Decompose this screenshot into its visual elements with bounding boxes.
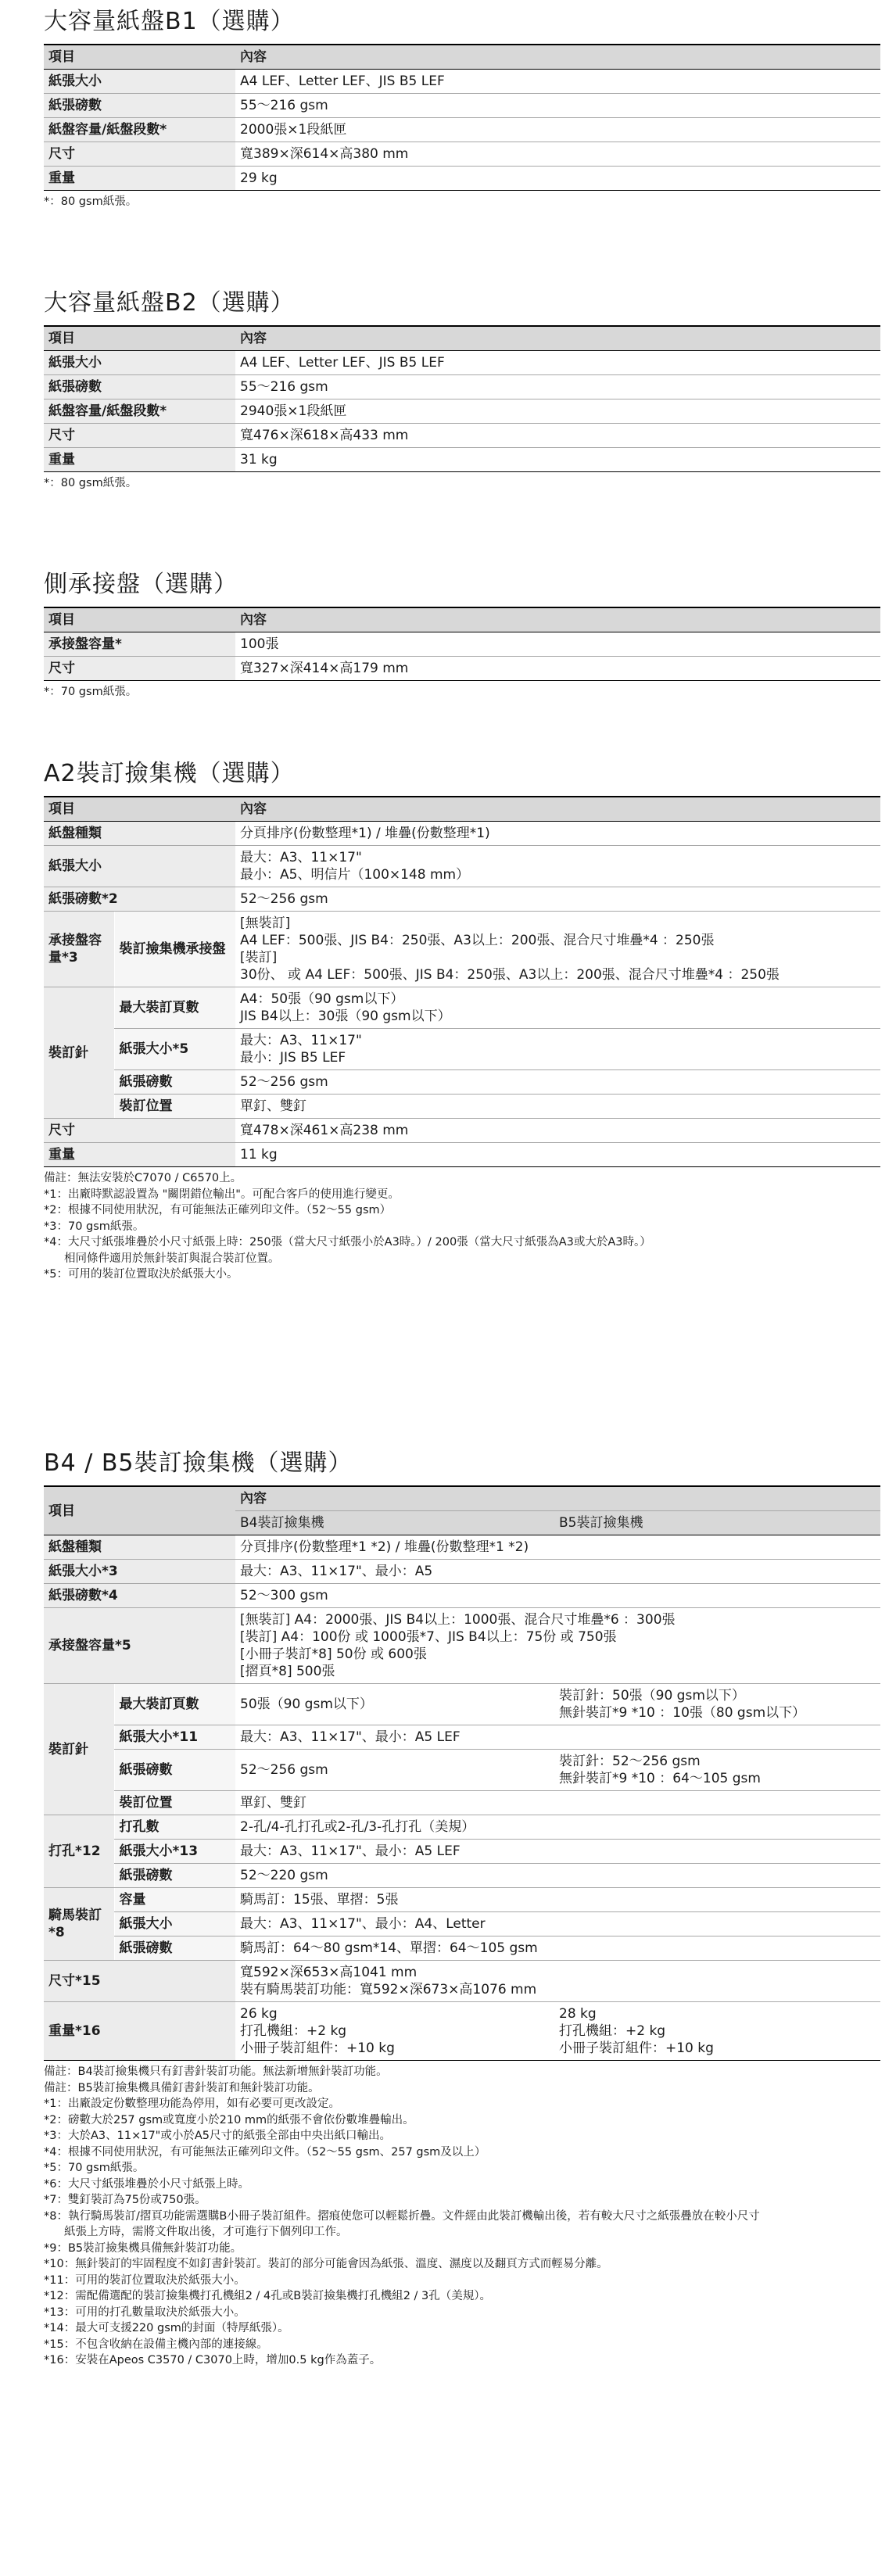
row-value: 52～256 gsm [235,887,880,912]
row-label: 裝訂針 [44,1684,114,1815]
footnote: *15：不包含收納在設備主機內部的連接線。 [44,2338,268,2351]
row-value-b4: 26 kg 打孔機組：+2 kg 小冊子裝訂組件：+10 kg [235,2002,554,2061]
row-value-b5: 裝訂針：52～256 gsm 無針裝訂*9 *10 ：64～105 gsm [554,1750,880,1791]
header-item: 項目 [44,1487,235,1535]
section-a2-finisher [44,758,880,1283]
footnote: *3：大於A3、11×17"或小於A5尺寸的紙張全部由中央出紙口輸出。 [44,2130,391,2142]
row-sublabel: 裝訂位置 [114,1095,235,1119]
row-label: 打孔*12 [44,1815,114,1888]
section-title: A2裝訂撿集機（選購） [44,758,880,797]
row-value: 寬327×深414×高179 mm [235,657,880,681]
row-label: 紙張磅數 [44,94,235,118]
header-item: 項目 [44,797,235,822]
spec-table [44,1487,880,2061]
spec-table [44,608,880,681]
row-value: 最大：A3、11×17"、最小：A5 LEF [235,1725,880,1750]
row-value: 最大：A3、11×17" 最小：JIS B5 LEF [235,1029,880,1070]
row-value: 最大：A3、11×17"、最小：A5 [235,1560,880,1584]
footnote: *14：最大可支援220 gsm的封面（特厚紙張）。 [44,2322,289,2334]
footnote: *：80 gsm紙張。 [44,195,138,208]
row-sublabel: 紙張大小 [114,1912,235,1936]
row-value: 52～256 gsm [235,1070,880,1095]
footnote: *6：大尺寸紙張堆疊於小尺寸紙張上時。 [44,2177,249,2191]
row-value-b4: 50張（90 gsm以下） [235,1684,554,1725]
row-label: 紙盤容量/紙盤段數* [44,118,235,142]
footnote: *2：根據不同使用狀況，有可能無法正確列印文件。（52～55 gsm） [44,1204,392,1216]
section-b4-b5-finisher [44,1448,880,2369]
header-content: 內容 [235,327,880,351]
row-label: 尺寸 [44,142,235,167]
row-sublabel: 紙張磅數 [114,1864,235,1888]
row-value: A4 LEF、Letter LEF、JIS B5 LEF [235,351,880,375]
footnote: *7：雙釘裝訂為75份或750張。 [44,2194,206,2206]
header-item: 項目 [44,608,235,632]
row-value-b5: 28 kg 打孔機組：+2 kg 小冊子裝訂組件：+10 kg [554,2002,880,2061]
row-value: 分頁排序(份數整理*1) / 堆疊(份數整理*1) [235,822,880,846]
row-value: 52～300 gsm [235,1584,880,1608]
row-sublabel: 紙張磅數 [114,1936,235,1961]
row-label: 紙盤容量/紙盤段數* [44,399,235,424]
row-label: 尺寸*15 [44,1961,235,2002]
footnote: 備註：B4裝訂撿集機只有釘書針裝訂功能。無法新增無針裝訂功能。 [44,2065,388,2078]
row-value: 單釘、雙釘 [235,1791,880,1815]
row-label: 尺寸 [44,1119,235,1143]
spec-table [44,45,880,191]
row-value: 寬476×深618×高433 mm [235,424,880,448]
row-sublabel: 容量 [114,1888,235,1912]
row-value-b5: 裝訂針：50張（90 gsm以下） 無針裝訂*9 *10 ：10張（80 gsm以下） [554,1684,880,1725]
header-content: 內容 [235,1487,880,1511]
row-label: 紙盤種類 [44,1535,235,1560]
footnote: *10：無針裝訂的牢固程度不如釘書針裝訂。裝訂的部分可能會因為紙張、溫度、濕度以及翻頁方式而輕易分離。 [44,2258,608,2270]
footnote: *8：執行騎馬裝訂/摺頁功能需選購B小冊子裝訂組件。摺痕使您可以輕鬆折疊。文件經由此裝訂機輸出後，若有較大尺寸之紙張疊放在較小尺寸 [44,2209,760,2223]
row-label: 尺寸 [44,657,235,681]
footnote: *5：可用的裝訂位置取決於紙張大小。 [44,1268,238,1281]
row-label: 裝訂針 [44,987,114,1119]
row-label: 紙張磅數*2 [44,887,235,912]
row-label: 紙張大小 [44,70,235,94]
footnote: *：70 gsm紙張。 [44,686,138,698]
footnote: *11：可用的裝訂位置取決於紙張大小。 [44,2273,246,2287]
row-label: 紙張磅數*4 [44,1584,235,1608]
row-value: 52～220 gsm [235,1864,880,1888]
row-sublabel: 紙張大小*11 [114,1725,235,1750]
section-large-tray-b1 [44,6,880,210]
footnote: *9：B5裝訂撿集機具備無針裝訂功能。 [44,2241,242,2255]
row-sublabel: 打孔數 [114,1815,235,1840]
row-label: 紙盤種類 [44,822,235,846]
row-value: 分頁排序(份數整理*1 *2) / 堆疊(份數整理*1 *2) [235,1535,880,1560]
header-content: 內容 [235,45,880,70]
row-value: 騎馬訂：64～80 gsm*14、單摺：64～105 gsm [235,1936,880,1961]
row-value: [無裝訂] A4 LEF：500張、JIS B4：250張、A3以上：200張、混合尺寸堆疊*4 ：250張 [裝訂] 30份、 或 A4 LEF：500張、JIS B4：250張、A3以上：200張、混合尺寸堆疊*4 ：250張 [235,912,880,987]
footnotes [44,2064,880,2369]
footnote: *12：需配備選配的裝訂撿集機打孔機組2 / 4孔或B裝訂撿集機打孔機組2 / 3孔（美規）。 [44,2290,492,2302]
row-label: 重量 [44,167,235,191]
row-value: A4 LEF、Letter LEF、JIS B5 LEF [235,70,880,94]
row-sublabel: 紙張大小*13 [114,1840,235,1864]
footnote: *13：可用的打孔數量取決於紙張大小。 [44,2306,246,2319]
row-label: 紙張大小 [44,846,235,887]
row-label: 重量*16 [44,2002,235,2061]
row-value: A4：50張（90 gsm以下） JIS B4以上：30張（90 gsm以下） [235,987,880,1029]
footnote: *3：70 gsm紙張。 [44,1220,145,1233]
section-title: 大容量紙盤B2（選購） [44,288,880,327]
row-sublabel: 紙張磅數 [114,1070,235,1095]
footnote: 相同條件適用於無針裝訂與混合裝訂位置。 [64,1252,280,1265]
row-value: 2-孔/4-孔打孔或2-孔/3-孔打孔（美規） [235,1815,880,1840]
row-sublabel: 最大裝訂頁數 [114,987,235,1029]
row-label: 騎馬裝訂*8 [44,1888,114,1961]
footnotes [44,1170,880,1283]
row-value: 2000張×1段紙匣 [235,118,880,142]
footnote: 備註：無法安裝於C7070 / C6570上。 [44,1172,242,1184]
row-label: 承接盤容量*3 [44,912,114,987]
spec-table [44,327,880,472]
footnote: *4：根據不同使用狀況，有可能無法正確列印文件。（52～55 gsm、257 gsm及以上） [44,2145,486,2159]
footnote: *5：70 gsm紙張。 [44,2162,145,2174]
section-side-tray [44,569,880,700]
row-sublabel: 裝訂撿集機承接盤 [114,912,235,987]
footnote: 備註：B5裝訂撿集機具備釘書針裝訂和無針裝訂功能。 [44,2081,320,2094]
row-value: 29 kg [235,167,880,191]
footnote: *：80 gsm紙張。 [44,477,138,489]
row-value: 單釘、雙釘 [235,1095,880,1119]
row-value: 寬389×深614×高380 mm [235,142,880,167]
row-sublabel: 裝訂位置 [114,1791,235,1815]
row-value: [無裝訂] A4：2000張、JIS B4以上：1000張、混合尺寸堆疊*6 ：300張 [裝訂] A4：100份 或 1000張*7、JIS B4以上：75份 或 750張 [小冊子裝訂*8] 50份 或 600張 [摺頁*8] 500張 [235,1608,880,1684]
row-sublabel: 最大裝訂頁數 [114,1684,235,1725]
row-label: 承接盤容量* [44,632,235,657]
header-item: 項目 [44,327,235,351]
row-label: 重量 [44,448,235,472]
footnote: 紙張上方時，需將文件取出後，才可進行下個列印工作。 [64,2226,348,2238]
row-label: 承接盤容量*5 [44,1608,235,1684]
row-value: 2940張×1段紙匣 [235,399,880,424]
section-large-tray-b2 [44,288,880,492]
header-col-b4: B4裝訂撿集機 [235,1511,554,1535]
row-value-b4: 52～256 gsm [235,1750,554,1791]
row-sublabel: 紙張大小*5 [114,1029,235,1070]
header-col-b5: B5裝訂撿集機 [554,1511,880,1535]
row-value: 寬478×深461×高238 mm [235,1119,880,1143]
header-item: 項目 [44,45,235,70]
row-label: 尺寸 [44,424,235,448]
row-value: 最大：A3、11×17" 最小：A5、明信片（100×148 mm） [235,846,880,887]
section-title: B4 / B5裝訂撿集機（選購） [44,1448,880,1487]
footnote: *4：大尺寸紙張堆疊於小尺寸紙張上時：250張（當大尺寸紙張小於A3時。）/ 200張（當大尺寸紙張為A3或大於A3時。） [44,1236,651,1249]
section-title: 大容量紙盤B1（選購） [44,6,880,45]
footnote: *16：安裝在Apeos C3570 / C3070上時，增加0.5 kg作為蓋子。 [44,2354,382,2366]
row-value: 最大：A3、11×17"、最小：A5 LEF [235,1840,880,1864]
spec-table [44,797,880,1167]
row-value: 騎馬訂：15張、單摺：5張 [235,1888,880,1912]
row-sublabel: 紙張磅數 [114,1750,235,1791]
row-value: 55～216 gsm [235,375,880,399]
header-content: 內容 [235,608,880,632]
footnote: *1：出廠時默認設置為 "關閉錯位輸出"。可配合客戶的使用進行變更。 [44,1188,400,1201]
row-value: 55～216 gsm [235,94,880,118]
row-value: 11 kg [235,1143,880,1167]
header-content: 內容 [235,797,880,822]
row-value: 31 kg [235,448,880,472]
row-label: 重量 [44,1143,235,1167]
row-value: 100張 [235,632,880,657]
row-value: 最大：A3、11×17"、最小：A4、Letter [235,1912,880,1936]
row-label: 紙張大小 [44,351,235,375]
row-label: 紙張磅數 [44,375,235,399]
footnote: *2：磅數大於257 gsm或寬度小於210 mm的紙張不會依份數堆疊輸出。 [44,2113,414,2126]
row-value: 寬592×深653×高1041 mm 裝有騎馬裝訂功能：寬592×深673×高1076 mm [235,1961,880,2002]
row-label: 紙張大小*3 [44,1560,235,1584]
footnote: *1：出廠設定份數整理功能為停用，如有必要可更改設定。 [44,2098,340,2110]
section-title: 側承接盤（選購） [44,569,880,608]
